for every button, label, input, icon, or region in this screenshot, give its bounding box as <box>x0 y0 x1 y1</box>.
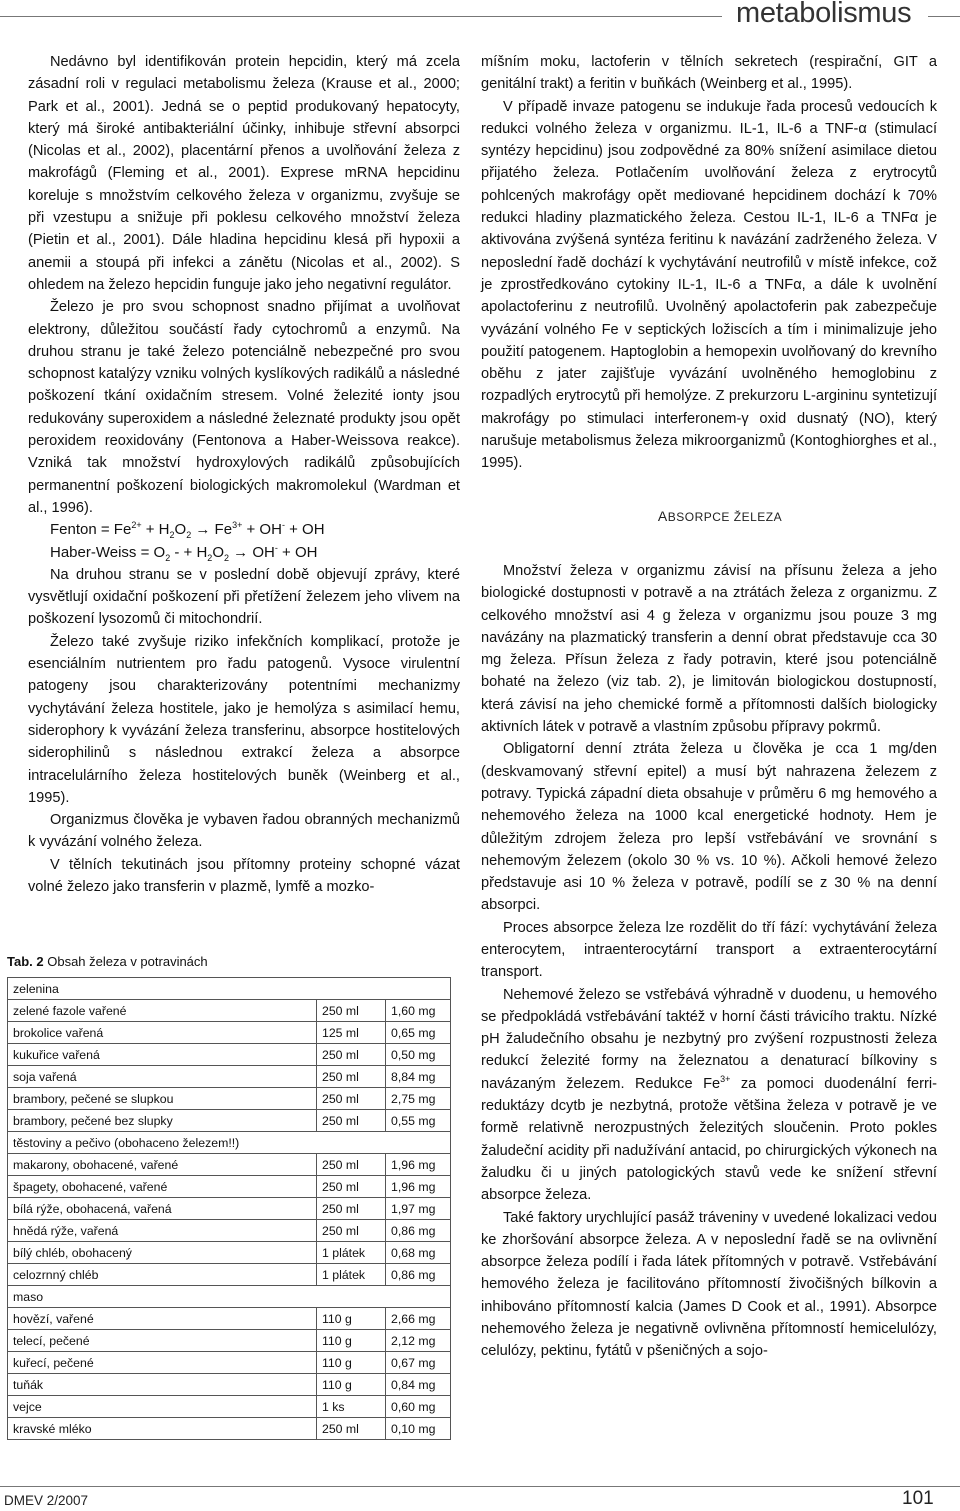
section-title: ABSORPCE ŽELEZA <box>657 507 783 524</box>
iron-cell: 0,86 mg <box>386 1220 451 1242</box>
portion-cell: 250 ml <box>317 1044 386 1066</box>
paragraph: Také faktory urychlující pasáž tráveniny v uvedené lokalizaci vedou ke zhoršování absorpce železa. A v neposlední řadě se na ovlivnění absorpce železa podílí i řada látek přítomných v potravě. Vstřebávání hemového železa je facilitováno přítomností živočišných bílkovin a inhibováno přítomností kalcia (James D Cook et al., 1991). Absorpce nehemového železa je negativně ovlivněna přítomností hemicelulózy, celulózy, pektinu, fytátů v pšeničných a sojo- <box>481 1209 937 1360</box>
iron-cell: 0,60 mg <box>386 1396 451 1418</box>
iron-cell: 0,86 mg <box>386 1264 451 1286</box>
paragraph: Proces absorpce železa lze rozdělit do tří fází: vychytávání železa enterocytem, intraenterocytární transport a extraenterocytární transport. <box>481 919 937 981</box>
table-row <box>8 1374 451 1396</box>
portion-cell: 110 g <box>317 1308 386 1330</box>
food-cell: kukuřice vařená <box>8 1044 317 1066</box>
paragraph: Železo je pro svou schopnost snadno přijímat a uvolňovat elektrony, důležitou součástí řady cytochromů a enzymů. Na druhou stranu je také železo potenciálně nebezpečné pro svou schopnost katalýzy vzniku volných kyslíkových radikálů a následné poškození tkání oxidačním stresem. Volné železité ionty jsou redukovány superoxidem a následné železnaté produkty jsou opět peroxidem reoxidovány (Fentonova a Haber-Weissova reakce). Vzniká tak množství hydroxylových radikálů způsobujících permanentní poškození biologických makromolekul (Wardman et al., 1996). <box>28 299 460 516</box>
table-row <box>8 1176 451 1198</box>
paragraph: Na druhou stranu se v poslední době objevují zprávy, které vysvětlují oxidační poškození při přetížení železem jeho vlivem na poškození lysozomů či mitochondrií. <box>28 566 460 628</box>
food-cell: celozrnný chléb <box>8 1264 317 1286</box>
table-row <box>8 1110 451 1132</box>
paragraph: V tělních tekutinách jsou přítomny proteiny schopné vázat volné železo jako transferin v plazmě, lymfě a mozko- <box>28 856 460 895</box>
portion-cell: 250 ml <box>317 1066 386 1088</box>
paragraph: Nehemové železo se vstřebává výhradně v duodenu, u hemového se předpokládá vstřebávání taktéž v horní části trávicího traktu. Nízké pH žaludečního obsahu je nezbytný pro zvýšení rozpustnosti železa redukcí železité formy na železnatou a denaturací bílkoviny s navázaným železem. Redukce $Fe^{3+}$ za pomoci duodenální ferri-reduktázy dcytb je nezbytná, protože většina železa v potravě je ve formě relativně nerozpustných železitých sloučenin. Proto pokles žaludeční acidity při nadužívání antacid, po chirurgických výkonech na žaludku či u jiných patologických stavů vede ke snížení střevní absorpce železa. <box>481 986 937 1204</box>
portion-cell: 250 ml <box>317 1000 386 1022</box>
portion-cell: 110 g <box>317 1330 386 1352</box>
table-category-cell: maso <box>8 1286 451 1308</box>
table-row <box>8 1000 451 1022</box>
table-caption: Tab. 2 Obsah železa v potravinách <box>7 954 208 969</box>
haber-weiss-formula: Haber-Weiss = $O_2$ - + $H_2O_2 \to OH^-$ + OH <box>50 542 318 563</box>
table-row <box>8 1264 451 1286</box>
table-row <box>8 1330 451 1352</box>
paragraph: Železo také zvyšuje riziko infekčních komplikací, protože je esenciálním nutrientem pro řadu patogenů. Vysoce virulentní patogeny jsou charakterizovány potentními mechanizmy vychytávání železa hostitele, jako je hemolýza s asimilací hemu, siderophory k vyvázání železa transferinu, absorpce hostitelových siderophilinů s následnou extrakcí železa a absorpce intracelulárního železa hostitelových buněk (Weinberg et al., 1995). <box>28 633 460 806</box>
iron-cell: 2,75 mg <box>386 1088 451 1110</box>
portion-cell: 250 ml <box>317 1088 386 1110</box>
table-row <box>8 1286 451 1308</box>
portion-cell: 110 g <box>317 1374 386 1396</box>
table-row <box>8 1220 451 1242</box>
table-row <box>8 1242 451 1264</box>
table-row <box>8 1154 451 1176</box>
table-row <box>8 1396 451 1418</box>
iron-cell: 1,97 mg <box>386 1198 451 1220</box>
food-cell: telecí, pečené <box>8 1330 317 1352</box>
header-rule <box>0 16 722 17</box>
food-cell: tuňák <box>8 1374 317 1396</box>
portion-cell: 250 ml <box>317 1176 386 1198</box>
right-column <box>481 51 937 1363</box>
table-row <box>8 1132 451 1154</box>
food-cell: kravské mléko <box>8 1418 317 1440</box>
food-cell: brokolice vařená <box>8 1022 317 1044</box>
paragraph: Organizmus člověka je vybaven řadou obranných mechanizmů k vyvázání volného železa. <box>28 812 460 851</box>
portion-cell: 250 ml <box>317 1418 386 1440</box>
paragraph: V případě invaze patogenu se indukuje řada procesů vedoucích k redukci volného železa v organizmu. IL-1, IL-6 a TNF-α (stimulací syntézy hepcidinu) jsou zodpovědné za 80% snížení asimilace dietou přijatého železa. Potlačením uvolňování železa z erytrocytů pohlcených makrofágy opět mediované hepcidinem dochází k 70% redukci hladiny plazmatického železa. Cestou IL-1, IL-6 a TNFα je aktivována zvýšená syntéza feritinu k navázání zadrženého železa. V neposlední řadě dochází k vychytávání neutrofilů v místě infekce, což je zprostředkováno cytokiny IL-1, IL-6 a TNFα, a dále k uvolnění apolactoferinu z neutrofilů. Uvolněný apolactoferin pak zabezpečuje vyvázání volného Fe v septických ložiscích a tím i minimalizuje jeho použití patogenem. Haptoglobin a hemopexin uvolňovaný do krevního oběhu z jater zajišťuje vyvázání uvolněného hemoglobinu z rozpadlých erytrocytů při hemolýze. Z prekurzoru L-argininu syntetizují makrofágy po stimulaci interferonem-γ oxid dusnatý (NO), který narušuje metabolismus železa mikroorganizmů (Kontoghiorghes et al., 1995). <box>481 98 937 472</box>
iron-cell: 2,66 mg <box>386 1308 451 1330</box>
page-number: 101 <box>902 1488 934 1509</box>
portion-cell: 110 g <box>317 1352 386 1374</box>
iron-cell: 0,55 mg <box>386 1110 451 1132</box>
table-category-cell: zelenina <box>8 978 451 1000</box>
iron-cell: 1,96 mg <box>386 1176 451 1198</box>
portion-cell: 1 ks <box>317 1396 386 1418</box>
table-row <box>8 1418 451 1440</box>
iron-cell: 0,67 mg <box>386 1352 451 1374</box>
portion-cell: 250 ml <box>317 1110 386 1132</box>
table-row <box>8 1198 451 1220</box>
table-row <box>8 1022 451 1044</box>
iron-cell: 1,96 mg <box>386 1154 451 1176</box>
iron-cell: 0,50 mg <box>386 1044 451 1066</box>
paragraph: Obligatorní denní ztráta železa u člověka je cca 1 mg/den (deskvamovaný střevní epitel) a musí být nahrazena železem z potravy. Typická západní dieta obsahuje v průměru 6 mg hemového a nehemového železa na 1000 kcal energetické hodnoty. Hem je důležitým zdrojem železa pro lepší vstřebávání ve srovnání s nehemovým železem (okolo 30 % vs. 10 %). Ačkoli hemové železo představuje asi 10 % železa v potravě, podílí se z 30 % na denní absorpci. <box>481 741 937 914</box>
food-cell: brambory, pečené se slupkou <box>8 1088 317 1110</box>
food-cell: špagety, obohacené, vařené <box>8 1176 317 1198</box>
food-cell: makarony, obohacené, vařené <box>8 1154 317 1176</box>
iron-content-table <box>7 977 451 1440</box>
food-cell: bílá rýže, obohacená, vařená <box>8 1198 317 1220</box>
iron-cell: 0,68 mg <box>386 1242 451 1264</box>
iron-cell: 0,65 mg <box>386 1022 451 1044</box>
journal-issue: DMEV 2/2007 <box>4 1493 89 1508</box>
iron-cell: 2,12 mg <box>386 1330 451 1352</box>
footer-rule <box>0 1486 960 1487</box>
paragraph: Množství železa v organizmu závisí na přísunu železa a jeho biologické dostupnosti v potravě a na ztrátách železa z organizmu. Z celkového množství asi 4 g železa v organizmu jsou pouze 3 mg navázány na plazmatický transferin a denní obrat představuje cca 30 mg železa. Přísun železa z řady potravin, které jsou potenciálně bohaté na železo (viz tab. 2), je limitován biologickou dostupností, která závisí na jeho chemické formě a přítomnosti dalších biologicky aktivních látek v potravě a vlastním způsobu přípravy pokrmů. <box>481 562 937 736</box>
left-column <box>28 51 460 898</box>
food-cell: zelené fazole vařené <box>8 1000 317 1022</box>
table-category-cell: těstoviny a pečivo (obohaceno železem!!) <box>8 1132 451 1154</box>
iron-cell: 8,84 mg <box>386 1066 451 1088</box>
iron-cell: 0,84 mg <box>386 1374 451 1396</box>
food-cell: brambory, pečené bez slupky <box>8 1110 317 1132</box>
portion-cell: 125 ml <box>317 1022 386 1044</box>
food-cell: bílý chléb, obohacený <box>8 1242 317 1264</box>
portion-cell: 250 ml <box>317 1154 386 1176</box>
iron-cell: 1,60 mg <box>386 1000 451 1022</box>
paragraph: míšním moku, lactoferin v tělních sekretech (respirační, GIT a genitální trakt) a feritin v buňkách (Weinberg et al., 1995). <box>481 54 937 93</box>
portion-cell: 1 plátek <box>317 1242 386 1264</box>
food-cell: hovězí, vařené <box>8 1308 317 1330</box>
table-row <box>8 978 451 1000</box>
portion-cell: 1 plátek <box>317 1264 386 1286</box>
food-cell: hnědá rýže, vařená <box>8 1220 317 1242</box>
table-row <box>8 1352 451 1374</box>
food-cell: vejce <box>8 1396 317 1418</box>
paragraph: Nedávno byl identifikován protein hepcidin, který má zcela zásadní roli v regulaci metabolismu železa (Krause et al., 2000; Park et al., 2001). Jedná se o peptid produkovaný hepatocyty, který má široké antibakteriální účinky, inhibuje střevní absorpci (Nicolas et al., 2002), placentární přenos a uvolňování železa z makrofágů (Fleming et al., 2001). Exprese mRNA hepcidinu koreluje s množstvím celkového železa v organizmu, zvyšuje se při vzestupu a snižuje při poklesu celkového množství železa (Pietin et al., 2001). Dále hladina hepcidinu klesá při hypoxii a anemii a stoupá při infekci a zánětu (Nicolas et al., 2002). S ohledem na železo hepcidin funguje jako jeho negativní regulátor. <box>28 54 460 293</box>
portion-cell: 250 ml <box>317 1220 386 1242</box>
food-cell: kuřecí, pečené <box>8 1352 317 1374</box>
iron-cell: 0,10 mg <box>386 1418 451 1440</box>
portion-cell: 250 ml <box>317 1198 386 1220</box>
table-row <box>8 1308 451 1330</box>
table-row <box>8 1066 451 1088</box>
header-rule-right <box>928 16 960 17</box>
table-row <box>8 1044 451 1066</box>
running-header-title: metabolismus <box>736 0 912 29</box>
table-row <box>8 1088 451 1110</box>
food-cell: soja vařená <box>8 1066 317 1088</box>
fenton-formula: Fenton = $Fe^{2+} + H_2O_2 \to Fe^{3+} + OH^-$ + OH <box>50 520 325 541</box>
